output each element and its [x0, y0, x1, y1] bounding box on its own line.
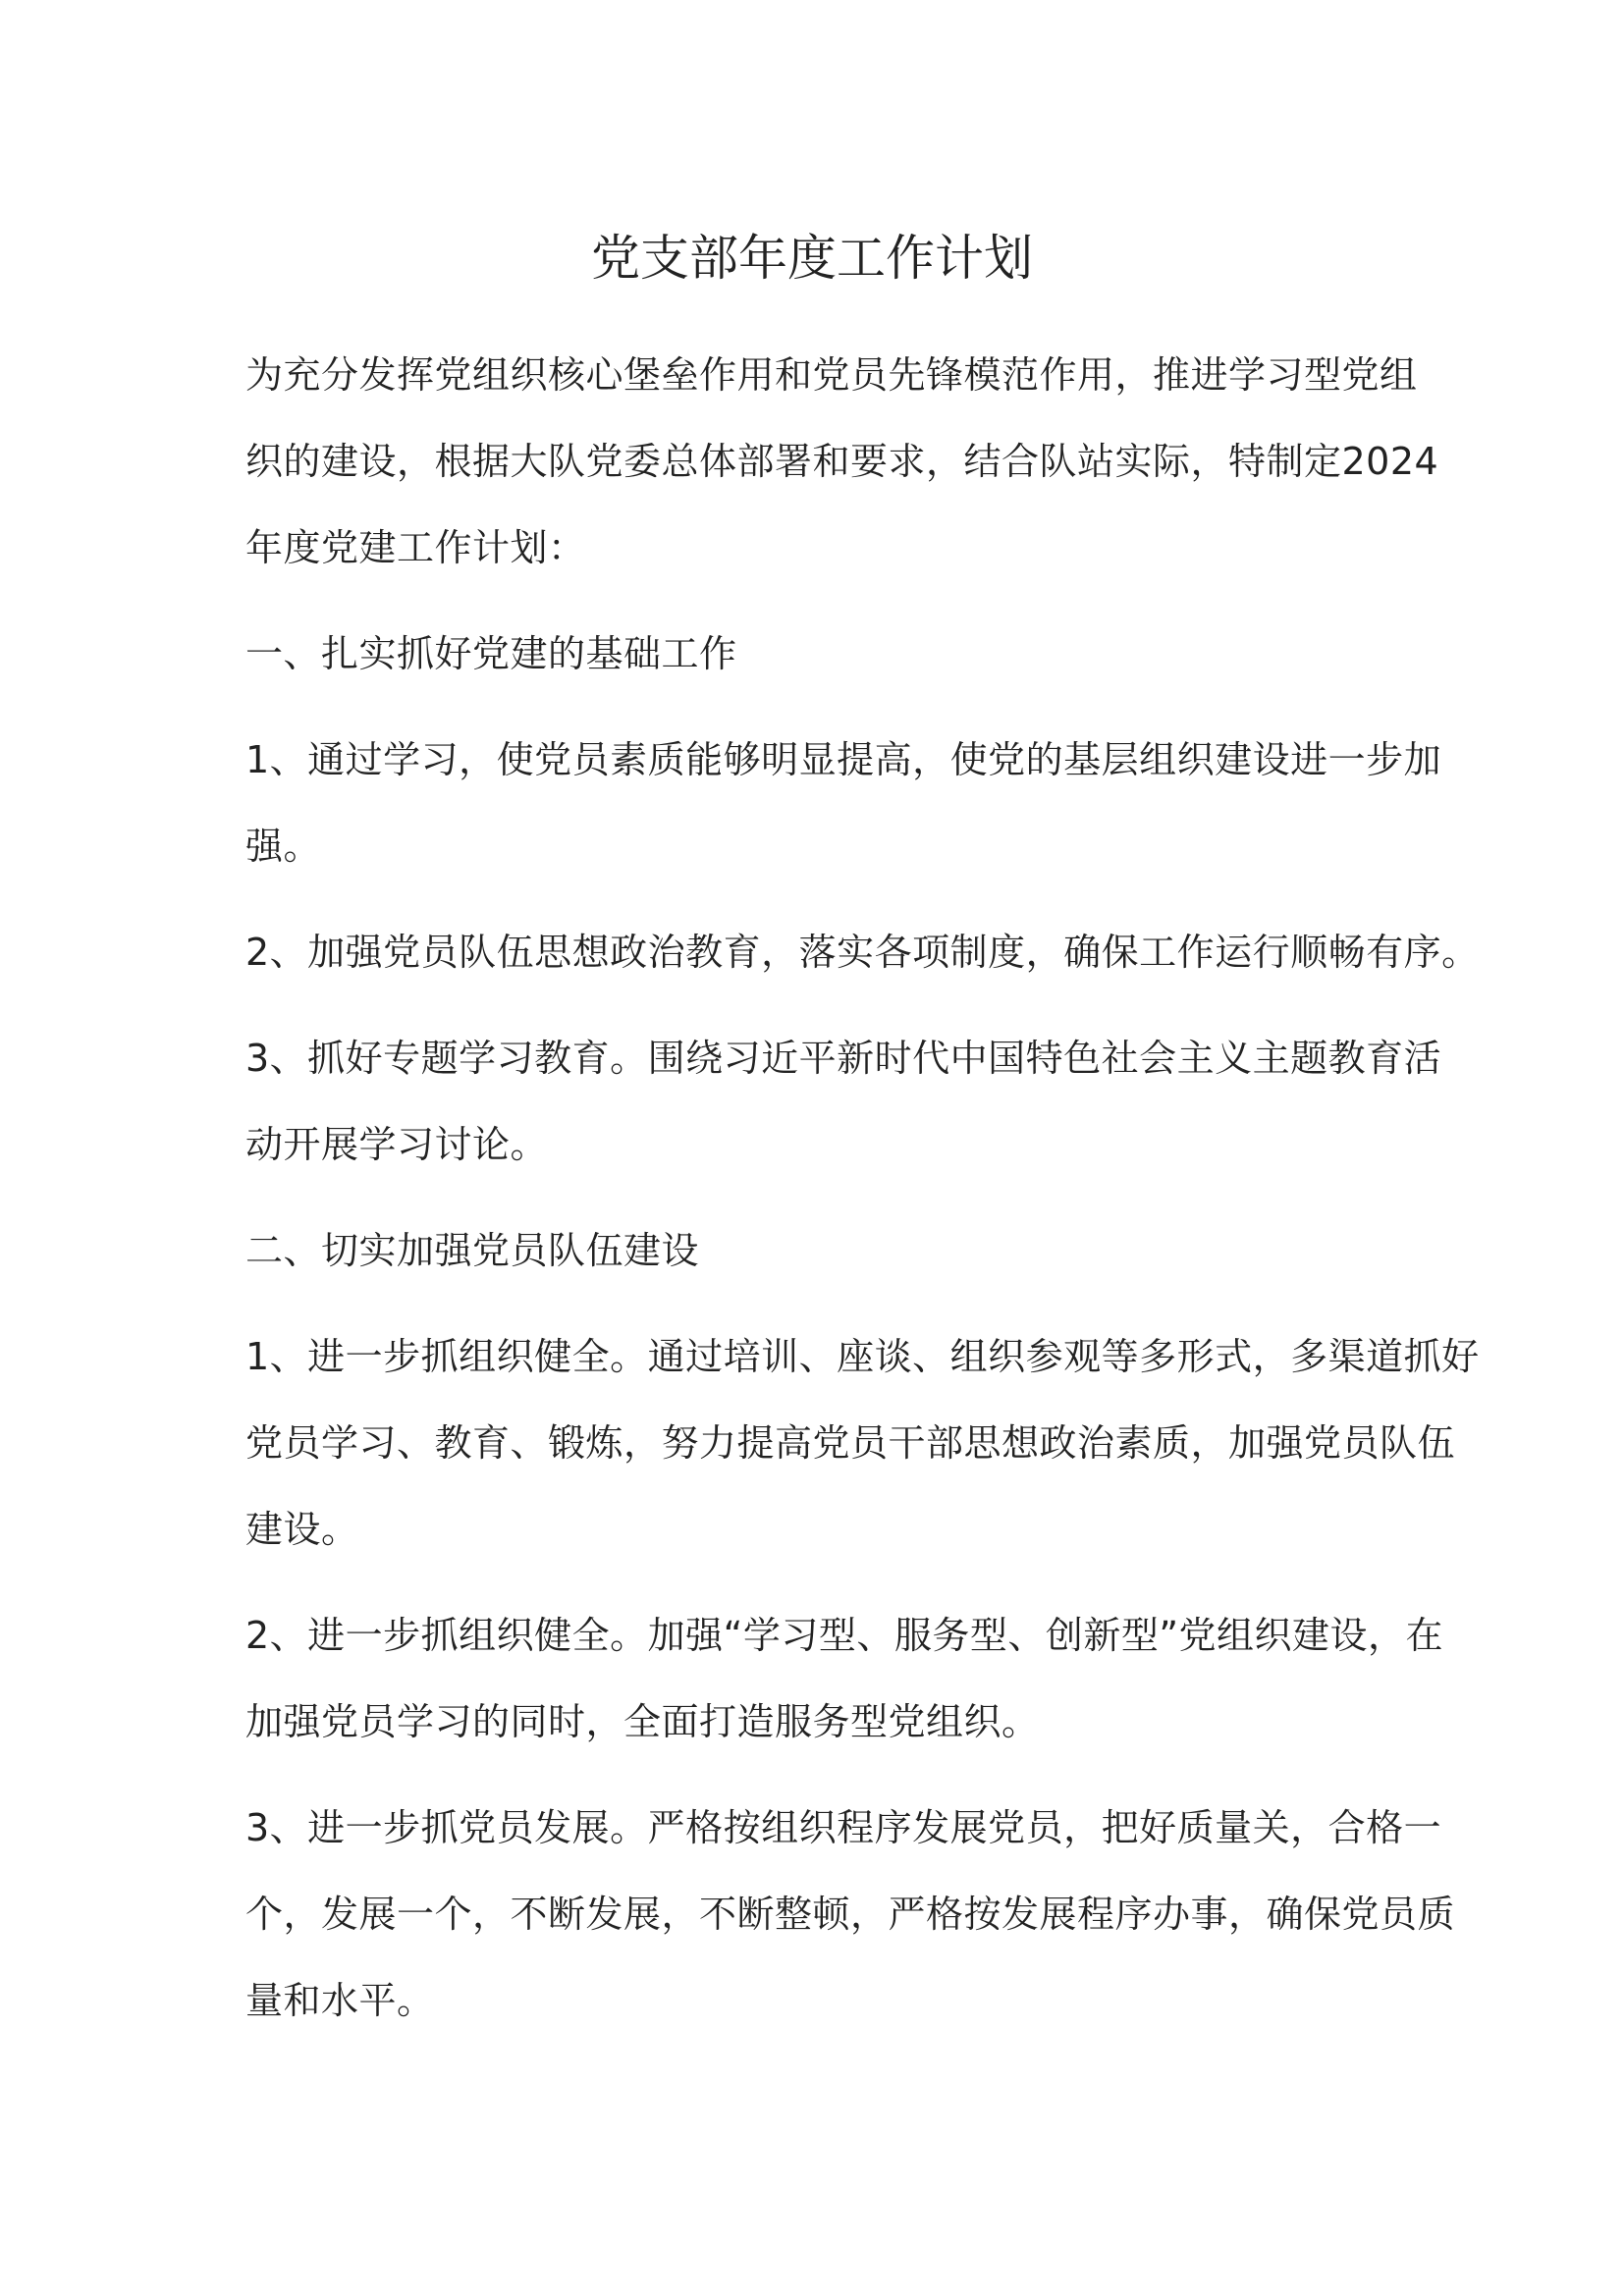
paragraph-line: 加强党员学习的同时，全面打造服务型党组织。 [245, 1700, 1040, 1743]
paragraph [245, 717, 1442, 889]
paragraph [245, 1592, 1444, 1765]
paragraph-line: 3、进一步抓党员发展。严格按组织程序发展党员，把好质量关，合格一 [245, 1806, 1442, 1849]
paragraph-line: 建设。 [245, 1508, 359, 1551]
paragraph-line: 个，发展一个，不断发展，不断整顿，严格按发展程序办事，确保党员质 [245, 1893, 1456, 1936]
paragraph-line: 为充分发挥党组织核心堡垒作用和党员先锋模范作用，推进学习型党组 [245, 353, 1418, 397]
paragraph-line: 年度党建工作计划： [245, 526, 586, 569]
paragraph-line: 1、进一步抓组织健全。通过培训、座谈、组织参观等多形式，多渠道抓好 [245, 1335, 1480, 1378]
paragraph-line: 一、扎实抓好党建的基础工作 [245, 632, 737, 675]
paragraph-line: 二、切实加强党员队伍建设 [245, 1229, 700, 1272]
paragraph-line: 织的建设，根据大队党委总体部署和要求，结合队站实际，特制定2024 [245, 440, 1439, 483]
paragraph-line: 1、通过学习，使党员素质能够明显提高，使党的基层组织建设进一步加 [245, 738, 1442, 781]
paragraph [245, 1313, 1480, 1573]
document-body [245, 332, 1480, 2063]
paragraph-line: 3、抓好专题学习教育。围绕习近平新时代中国特色社会主义主题教育活 [245, 1037, 1442, 1080]
paragraph [245, 909, 1480, 995]
paragraph-line: 动开展学习讨论。 [245, 1123, 549, 1166]
paragraph-line: 量和水平。 [245, 1979, 435, 2022]
paragraph [245, 611, 1394, 697]
paragraph-line: 强。 [245, 825, 322, 868]
document-title: 党支部年度工作计划 [591, 230, 1033, 287]
paragraph-line: 2、进一步抓组织健全。加强“学习型、服务型、创新型”党组织建设，在 [245, 1614, 1444, 1657]
paragraph [245, 1015, 1442, 1188]
paragraph-line: 党员学习、教育、锻炼，努力提高党员干部思想政治素质，加强党员队伍 [245, 1421, 1456, 1465]
paragraph [245, 1207, 1394, 1294]
paragraph [245, 1785, 1456, 2044]
paragraph [245, 332, 1439, 591]
paragraph-line: 2、加强党员队伍思想政治教育，落实各项制度，确保工作运行顺畅有序。 [245, 931, 1480, 974]
